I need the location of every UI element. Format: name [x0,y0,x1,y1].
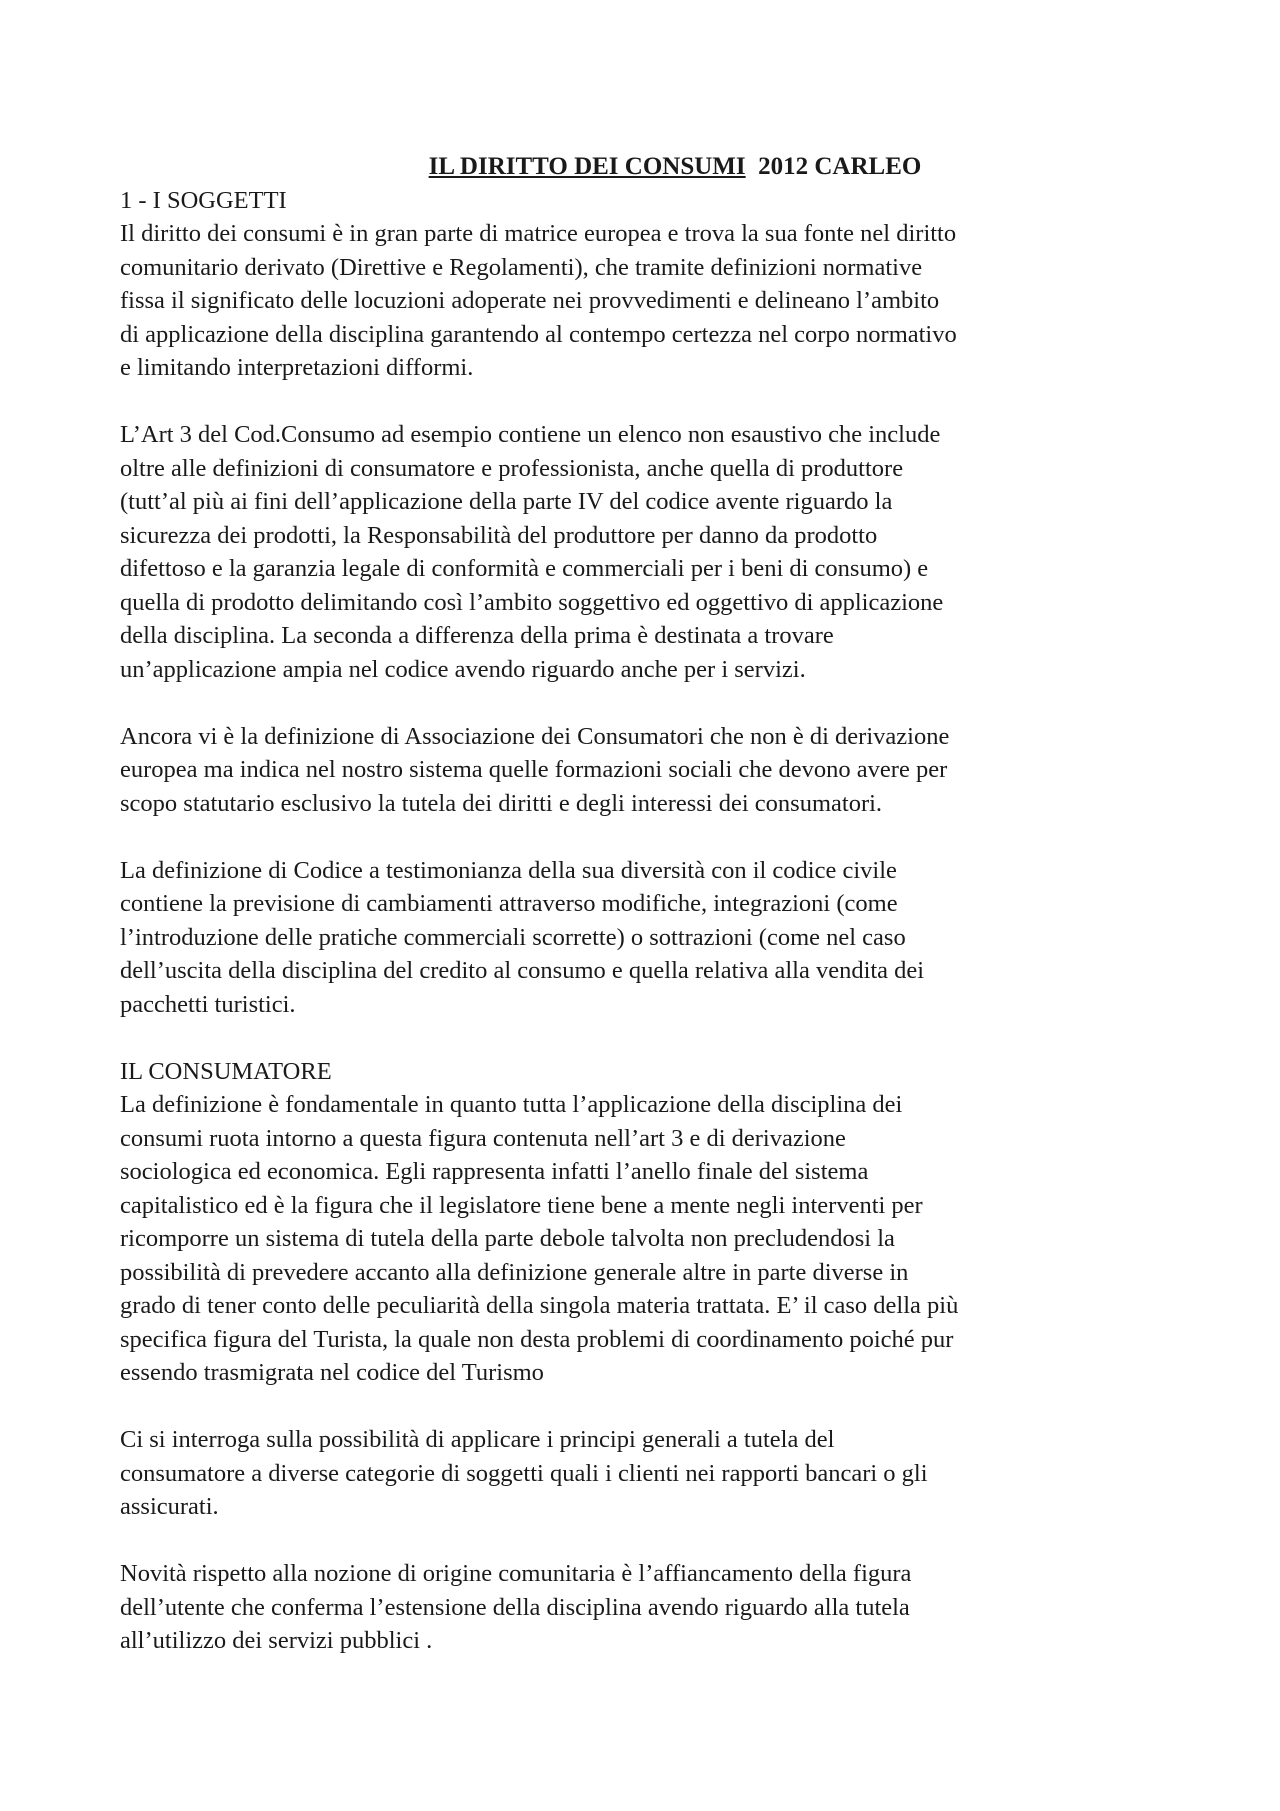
paragraph: La definizione di Codice a testimonianza della sua diversità con il codice civile contiene la previsione di cambiamenti attraverso modifiche, integrazioni (come l’introduzione delle pratiche commerciali scorrette) o sottrazioni (come nel caso dell’uscita della disciplina del credito al consumo e quella relativa alla vendita dei pacchetti turistici. [120,856,925,1018]
section-heading-consumatore: IL CONSUMATORE [120,1057,332,1085]
paragraph: Ci si interroga sulla possibilità di applicare i principi generali a tutela del consumatore a diverse categorie di soggetti quali i clienti nei rapporti bancari o gli assicurati. [120,1426,928,1520]
paragraph: La definizione è fondamentale in quanto tutta l’applicazione della disciplina dei consumi ruota intorno a questa figura contenuta nell’art 3 e di derivazione sociologica ed economica. Egli rappresenta infatti l’anello finale del sistema capitalistico ed è la figura che il legislatore tiene bene a mente negli interventi per ricomporre un sistema di tutela della parte debole talvolta non precludendosi la possibilità di prevedere accanto alla definizione generale altre in parte diverse in grado di tener conto delle peculiarità della singola materia trattata. E’ il caso della più specifica figura del Turista, la quale non desta problemi di coordinamento poiché pur essendo trasmigrata nel codice del Turismo [120,1091,959,1386]
document-page [120,150,1160,1691]
section-heading-soggetti: 1 - I SOGGETTI [120,186,287,214]
paragraph: L’Art 3 del Cod.Consumo ad esempio contiene un elenco non esaustivo che include oltre alle definizioni di consumatore e professionista, anche quella di produttore (tutt’al più ai fini dell’applicazione della parte IV del codice avente riguardo la sicurezza dei prodotti, la Responsabilità del produttore per danno da prodotto difettoso e la garanzia legale di conformità e commerciali per i beni di consumo) e quella di prodotto delimitando così l’ambito soggettivo ed oggettivo di applicazione della disciplina. La seconda a differenza della prima è destinata a trovare un’applicazione ampia nel codice avendo riguardo anche per i servizi. [120,421,944,683]
title-rest: 2012 CARLEO [758,153,922,180]
paragraph: Ancora vi è la definizione di Associazione dei Consumatori che non è di derivazione europea ma indica nel nostro sistema quelle formazioni sociali che devono avere per scopo statutario esclusivo la tutela dei diritti e degli interessi dei consumatori. [120,722,950,817]
document-title [120,150,1160,184]
paragraph: Novità rispetto alla nozione di origine comunitaria è l’affiancamento della figura dell’utente che conferma l’estensione della disciplina avendo riguardo alla tutela all’utilizzo dei servizi pubblici . [120,1560,912,1654]
paragraph: Il diritto dei consumi è in gran parte di matrice europea e trova la sua fonte nel diritto comunitario derivato (Direttive e Regolamenti), che tramite definizioni normative fissa il significato delle locuzioni adoperate nei provvedimenti e delineano l’ambito di applicazione della disciplina garantendo al contempo certezza nel corpo normativo e limitando interpretazioni difformi. [120,220,957,381]
title-underlined: IL DIRITTO DEI CONSUMI [428,153,746,180]
